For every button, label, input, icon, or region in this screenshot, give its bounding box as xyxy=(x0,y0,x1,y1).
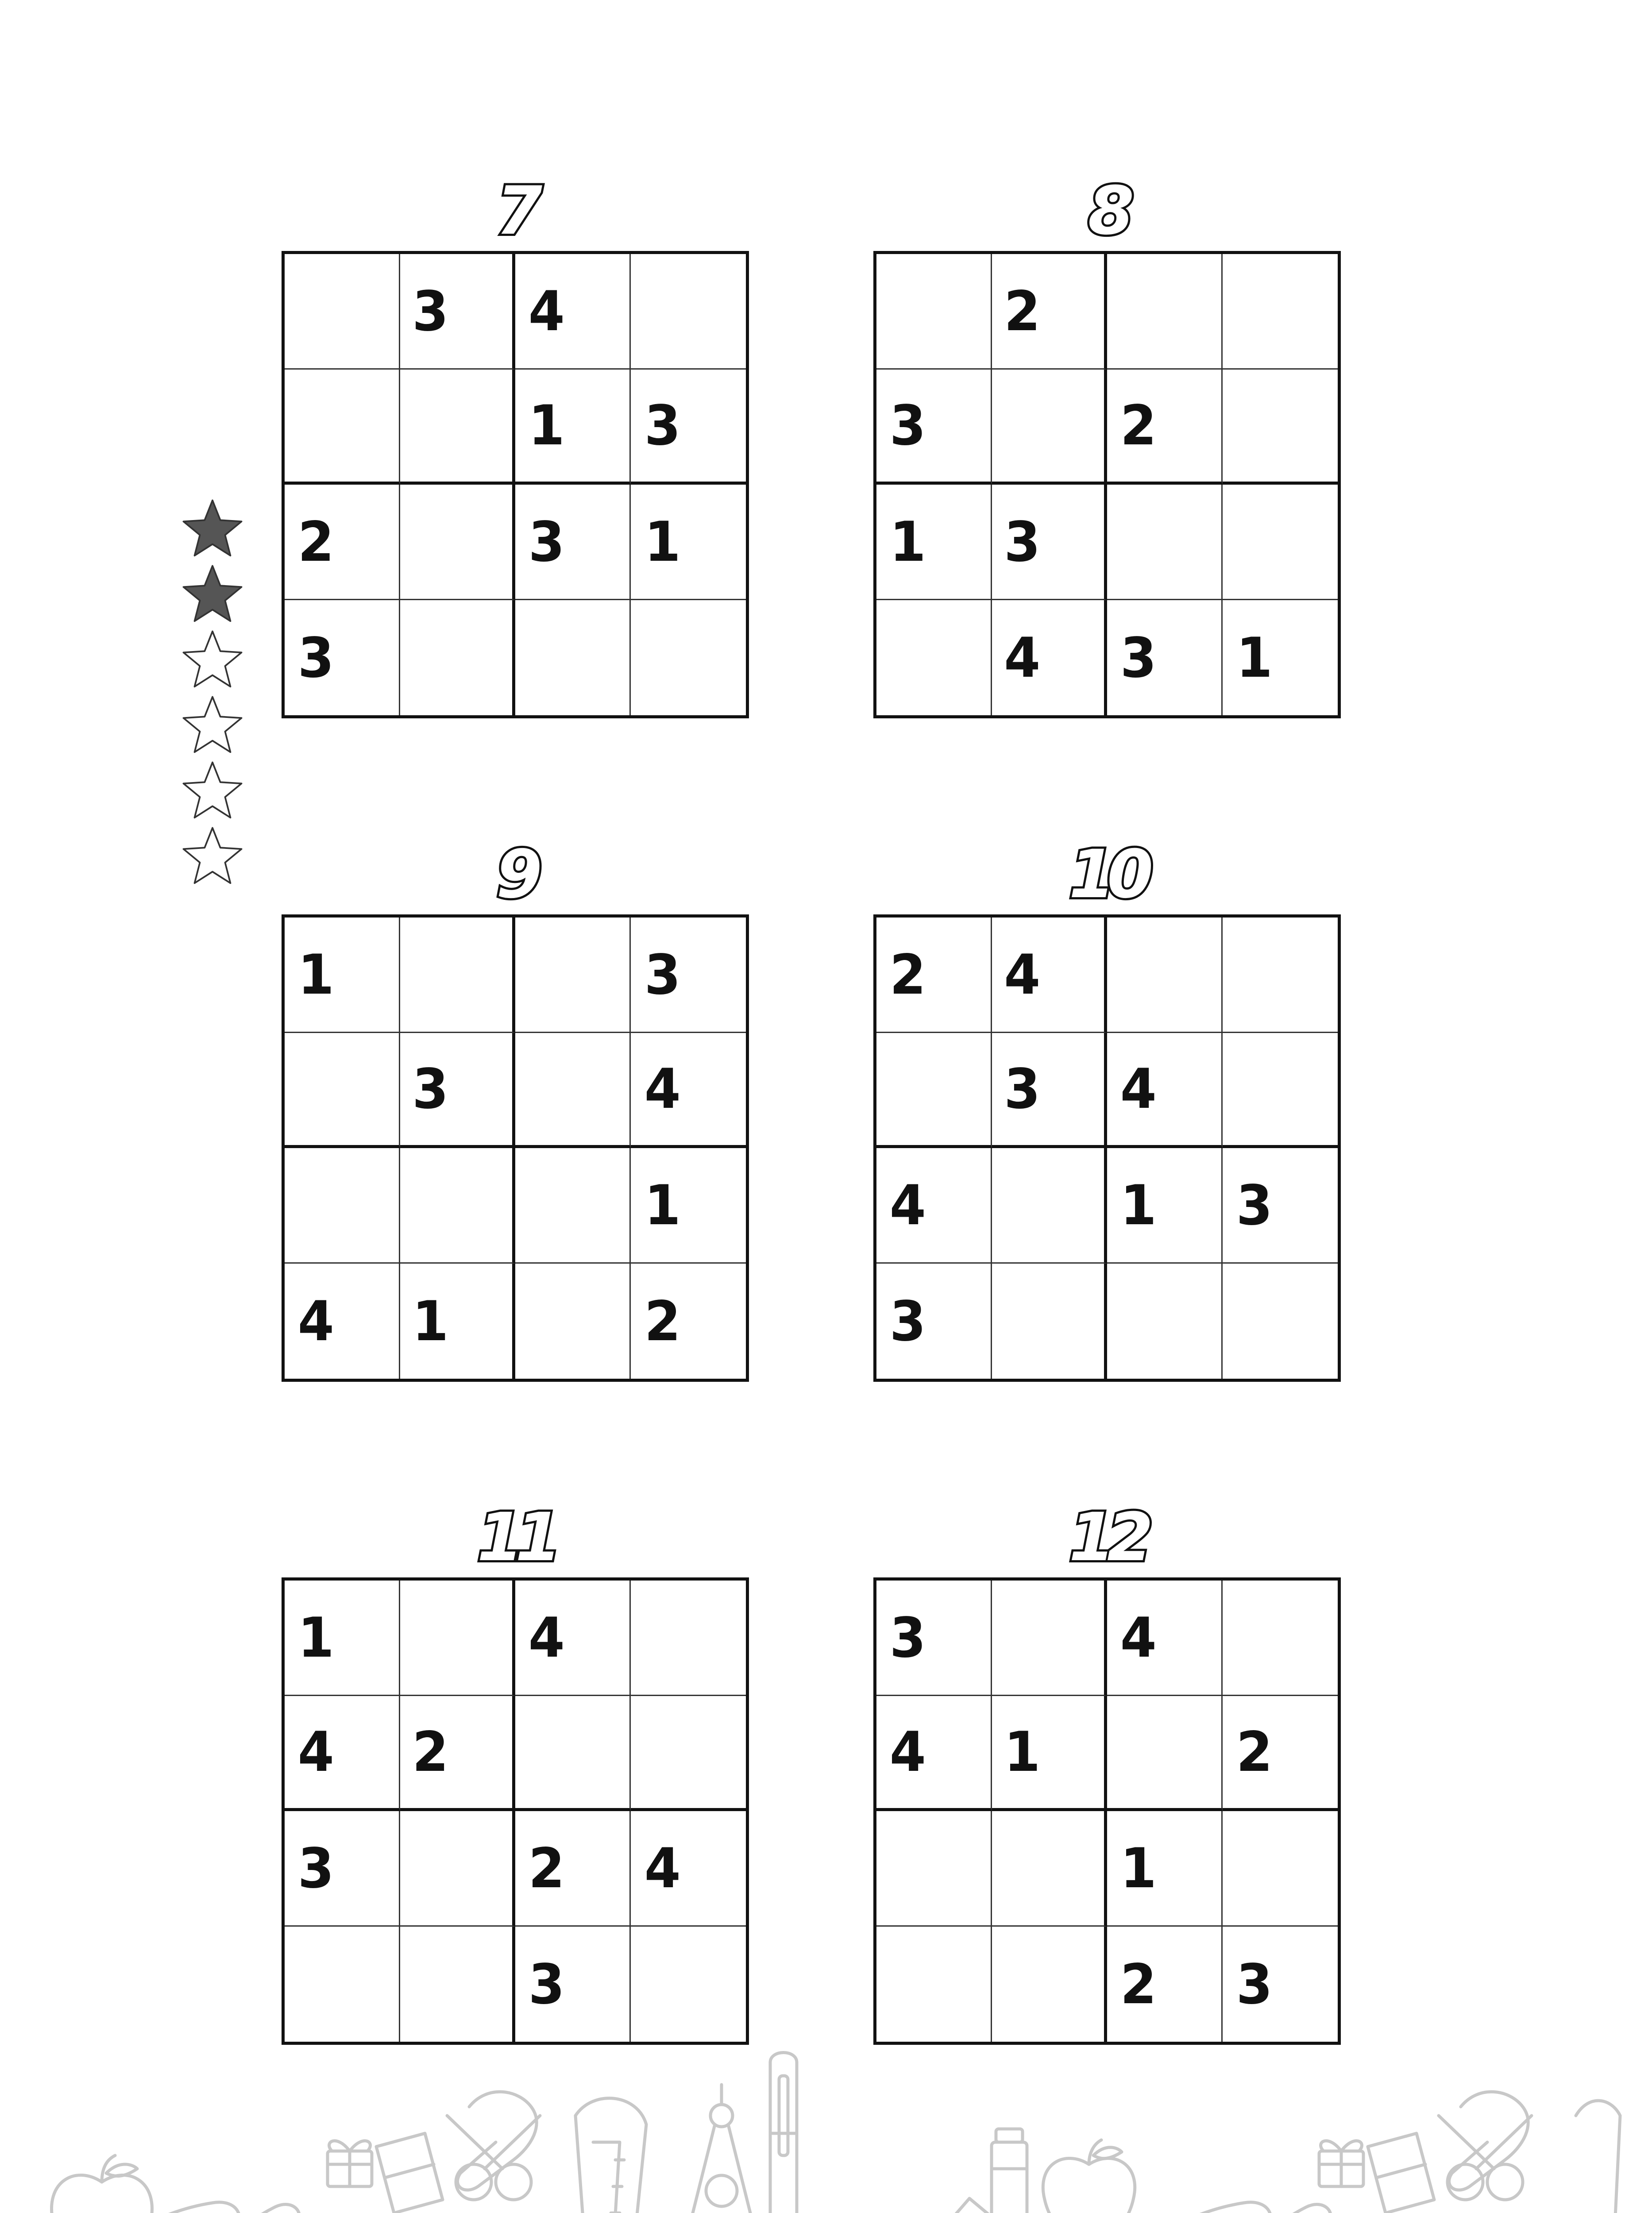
cell-value: 2 xyxy=(1004,279,1041,343)
empty-cell[interactable] xyxy=(285,254,400,370)
star-icon xyxy=(179,627,246,693)
puzzle-number: 11 xyxy=(477,1499,554,1576)
given-cell xyxy=(285,1581,400,1696)
gift-icon xyxy=(1319,2141,1363,2186)
given-cell xyxy=(1107,600,1223,716)
cell-value: 3 xyxy=(1004,509,1041,574)
empty-cell[interactable] xyxy=(876,1927,992,2042)
given-cell xyxy=(1107,1581,1223,1696)
empty-cell[interactable] xyxy=(515,1264,631,1379)
cell-value: 1 xyxy=(889,509,926,574)
empty-cell[interactable] xyxy=(1223,485,1338,600)
given-cell xyxy=(992,600,1108,716)
empty-cell[interactable] xyxy=(992,1927,1108,2042)
given-cell xyxy=(1223,1148,1338,1264)
apple-icon xyxy=(1043,2140,1135,2213)
cell-value: 2 xyxy=(1120,393,1157,458)
difficulty-rating xyxy=(179,496,255,889)
cell-value: 1 xyxy=(297,1605,334,1670)
empty-cell[interactable] xyxy=(285,1927,400,2042)
star-icon xyxy=(179,496,246,562)
given-cell xyxy=(876,1581,992,1696)
star-icon xyxy=(179,823,246,890)
cell-value: 2 xyxy=(528,1836,565,1901)
empty-cell[interactable] xyxy=(400,370,516,485)
sudoku-grid[interactable] xyxy=(282,251,749,718)
empty-cell[interactable] xyxy=(515,918,631,1033)
glue-stick-icon xyxy=(992,2129,1027,2213)
sudoku-grid[interactable] xyxy=(282,914,749,1382)
star-icon xyxy=(179,758,246,824)
cell-value: 4 xyxy=(644,1836,681,1901)
empty-cell[interactable] xyxy=(876,600,992,716)
cell-value: 3 xyxy=(528,1952,565,2016)
given-cell xyxy=(515,1581,631,1696)
given-cell xyxy=(1223,1927,1338,2042)
given-cell xyxy=(515,1811,631,1927)
empty-cell[interactable] xyxy=(992,1264,1108,1379)
given-cell xyxy=(876,918,992,1033)
cell-value: 3 xyxy=(528,509,565,574)
given-cell xyxy=(631,1033,746,1149)
sudoku-grid[interactable] xyxy=(282,1577,749,2045)
given-cell xyxy=(515,254,631,370)
cell-value: 3 xyxy=(889,1289,926,1353)
given-cell xyxy=(631,370,746,485)
given-cell xyxy=(876,370,992,485)
puzzle-number: 10 xyxy=(1069,836,1146,913)
given-cell xyxy=(876,1264,992,1379)
empty-cell[interactable] xyxy=(992,370,1108,485)
given-cell xyxy=(876,1148,992,1264)
cell-value: 1 xyxy=(644,509,681,574)
cell-value: 2 xyxy=(412,1720,449,1784)
given-cell xyxy=(400,254,516,370)
cell-value: 2 xyxy=(1236,1720,1273,1784)
given-cell xyxy=(1107,1148,1223,1264)
cell-value: 4 xyxy=(297,1720,334,1784)
empty-cell[interactable] xyxy=(1107,485,1223,600)
empty-cell[interactable] xyxy=(992,1811,1108,1927)
given-cell xyxy=(1107,1927,1223,2042)
empty-cell[interactable] xyxy=(1223,254,1338,370)
given-cell xyxy=(992,1696,1108,1812)
given-cell xyxy=(992,918,1108,1033)
given-cell xyxy=(1107,1811,1223,1927)
empty-cell[interactable] xyxy=(400,1581,516,1696)
given-cell xyxy=(992,254,1108,370)
given-cell xyxy=(1223,1696,1338,1812)
empty-cell[interactable] xyxy=(1223,1581,1338,1696)
given-cell xyxy=(992,1033,1108,1149)
empty-cell[interactable] xyxy=(400,485,516,600)
cell-value: 1 xyxy=(1004,1720,1041,1784)
empty-cell[interactable] xyxy=(876,1811,992,1927)
cell-value: 3 xyxy=(1120,625,1157,690)
compass-icon xyxy=(673,2085,770,2213)
empty-cell[interactable] xyxy=(1223,1033,1338,1149)
apple-icon xyxy=(52,2155,152,2213)
given-cell xyxy=(631,918,746,1033)
given-cell xyxy=(400,1264,516,1379)
empty-cell[interactable] xyxy=(285,1148,400,1264)
pen-icon xyxy=(770,2053,797,2213)
puzzle-number: 7 xyxy=(496,173,535,250)
empty-cell[interactable] xyxy=(631,1927,746,2042)
cell-value: 3 xyxy=(1236,1952,1273,2016)
given-cell xyxy=(285,600,400,716)
empty-cell[interactable] xyxy=(876,254,992,370)
cell-value: 3 xyxy=(644,393,681,458)
star-icon xyxy=(179,561,246,628)
cell-value: 4 xyxy=(1120,1605,1157,1670)
sudoku-grid[interactable] xyxy=(873,1577,1341,2045)
given-cell xyxy=(631,485,746,600)
ruler-icon xyxy=(881,2198,996,2213)
cell-value: 1 xyxy=(1120,1173,1157,1238)
given-cell xyxy=(515,370,631,485)
empty-cell[interactable] xyxy=(631,1581,746,1696)
cell-value: 3 xyxy=(644,942,681,1007)
empty-cell[interactable] xyxy=(631,254,746,370)
cell-value: 1 xyxy=(412,1289,449,1353)
cell-value: 2 xyxy=(297,509,334,574)
given-cell xyxy=(400,1696,516,1812)
given-cell xyxy=(1107,370,1223,485)
utility-knife-icon xyxy=(575,2098,646,2213)
puzzle-number: 9 xyxy=(496,836,535,913)
empty-cell[interactable] xyxy=(400,1927,516,2042)
given-cell xyxy=(285,1264,400,1379)
empty-cell[interactable] xyxy=(631,600,746,716)
given-cell xyxy=(992,485,1108,600)
empty-cell[interactable] xyxy=(400,1148,516,1264)
eraser-icon xyxy=(1368,2133,1434,2213)
cell-value: 4 xyxy=(528,1605,565,1670)
empty-cell[interactable] xyxy=(285,370,400,485)
gift-icon xyxy=(328,2141,372,2186)
empty-cell[interactable] xyxy=(1107,918,1223,1033)
star-icon xyxy=(179,692,246,759)
cell-value: 4 xyxy=(528,279,565,343)
given-cell xyxy=(400,1033,516,1149)
puzzle-number: 8 xyxy=(1088,173,1127,250)
empty-cell[interactable] xyxy=(1107,1696,1223,1812)
empty-cell[interactable] xyxy=(1107,254,1223,370)
empty-cell[interactable] xyxy=(515,1033,631,1149)
eraser-icon xyxy=(376,2133,443,2213)
given-cell xyxy=(515,1927,631,2042)
empty-cell[interactable] xyxy=(285,1033,400,1149)
given-cell xyxy=(285,918,400,1033)
given-cell xyxy=(515,485,631,600)
cell-value: 3 xyxy=(412,1056,449,1121)
cell-value: 1 xyxy=(528,393,565,458)
cell-value: 1 xyxy=(1236,625,1273,690)
given-cell xyxy=(285,485,400,600)
cell-value: 3 xyxy=(889,393,926,458)
given-cell xyxy=(1223,600,1338,716)
empty-cell[interactable] xyxy=(1223,918,1338,1033)
given-cell xyxy=(285,1811,400,1927)
empty-cell[interactable] xyxy=(631,1696,746,1812)
cell-value: 4 xyxy=(644,1056,681,1121)
empty-cell[interactable] xyxy=(1223,1811,1338,1927)
empty-cell[interactable] xyxy=(1223,1264,1338,1379)
cell-value: 2 xyxy=(889,942,926,1007)
sudoku-grid[interactable] xyxy=(873,251,1341,718)
empty-cell[interactable] xyxy=(515,1148,631,1264)
given-cell xyxy=(631,1264,746,1379)
cell-value: 3 xyxy=(889,1605,926,1670)
given-cell xyxy=(631,1148,746,1264)
cell-value: 1 xyxy=(644,1173,681,1238)
cell-value: 4 xyxy=(889,1173,926,1238)
given-cell xyxy=(1107,1033,1223,1149)
cell-value: 3 xyxy=(297,625,334,690)
cell-value: 4 xyxy=(1004,942,1041,1007)
given-cell xyxy=(631,1811,746,1927)
puzzle-number: 12 xyxy=(1069,1499,1146,1576)
cell-value: 3 xyxy=(412,279,449,343)
cell-value: 4 xyxy=(1120,1056,1157,1121)
cell-value: 2 xyxy=(644,1289,681,1353)
given-cell xyxy=(876,485,992,600)
empty-cell[interactable] xyxy=(400,918,516,1033)
empty-cell[interactable] xyxy=(992,1148,1108,1264)
empty-cell[interactable] xyxy=(876,1033,992,1149)
cell-value: 2 xyxy=(1120,1952,1157,2016)
cell-value: 4 xyxy=(889,1720,926,1784)
empty-cell[interactable] xyxy=(1107,1264,1223,1379)
sudoku-grid[interactable] xyxy=(873,914,1341,1382)
given-cell xyxy=(876,1696,992,1812)
cell-value: 4 xyxy=(297,1289,334,1353)
cell-value: 4 xyxy=(1004,625,1041,690)
cell-value: 3 xyxy=(1236,1173,1273,1238)
empty-cell[interactable] xyxy=(1223,370,1338,485)
given-cell xyxy=(285,1696,400,1812)
cell-value: 1 xyxy=(297,942,334,1007)
cell-value: 3 xyxy=(297,1836,334,1901)
empty-cell[interactable] xyxy=(400,1811,516,1927)
cell-value: 3 xyxy=(1004,1056,1041,1121)
empty-cell[interactable] xyxy=(400,600,516,716)
empty-cell[interactable] xyxy=(992,1581,1108,1696)
school-supplies-footer-art xyxy=(0,2045,1652,2213)
empty-cell[interactable] xyxy=(515,600,631,716)
cell-value: 1 xyxy=(1120,1836,1157,1901)
empty-cell[interactable] xyxy=(515,1696,631,1812)
